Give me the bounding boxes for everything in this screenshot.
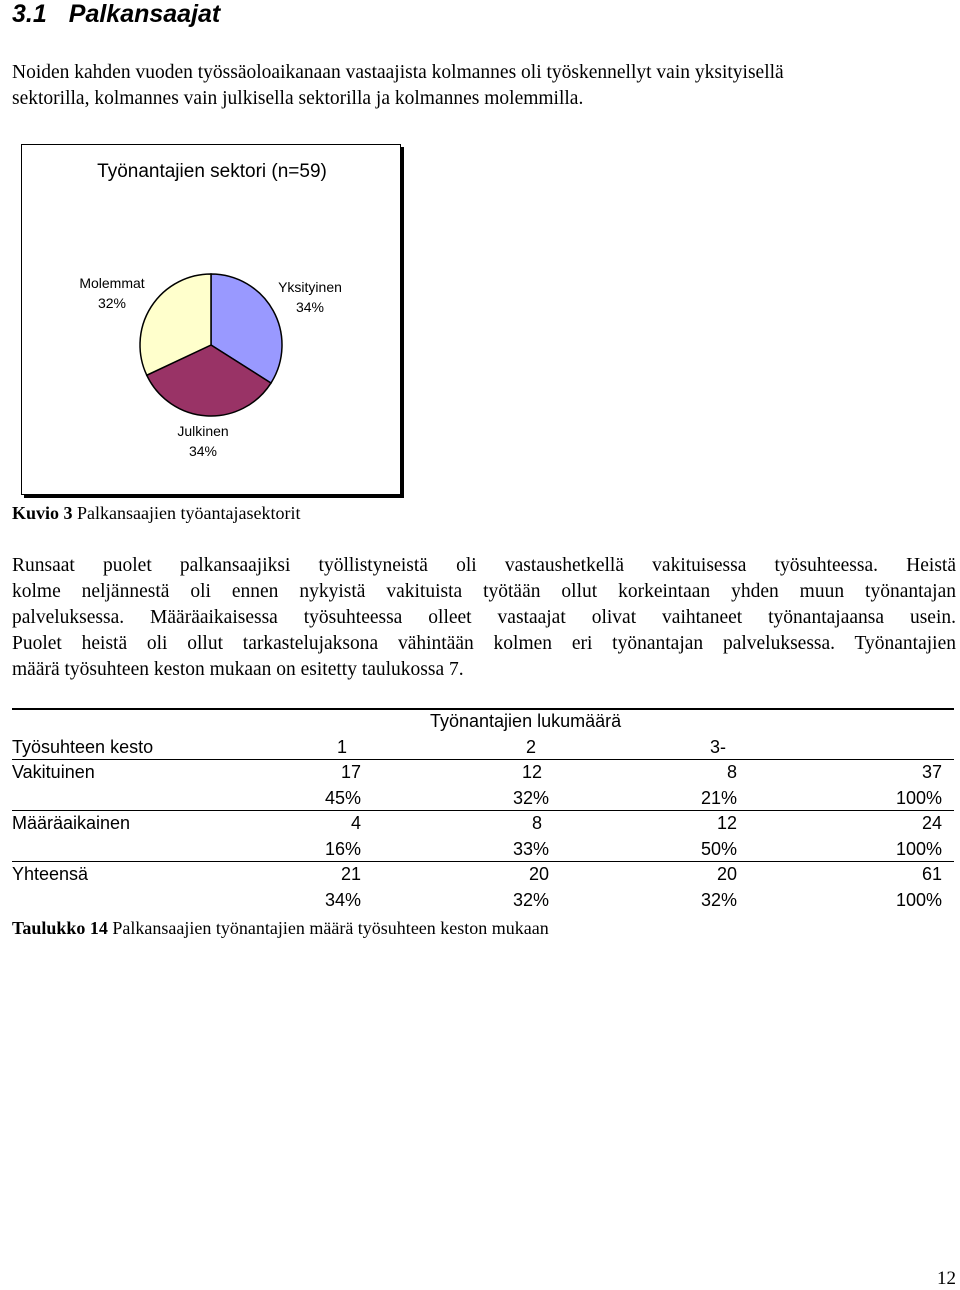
table-row (12, 887, 954, 913)
chart-title: Työnantajien sektori (n=59) (97, 161, 327, 182)
slice-value-julkinen: 34% (188, 443, 218, 459)
table-caption-text: Palkansaajien työnantajien määrä työsuhteen keston mukaan (107, 918, 549, 938)
slice-label-molemmat: Molemmat (79, 275, 145, 291)
header-cell: 3- (710, 736, 727, 757)
percent-cell: 32% (512, 889, 549, 910)
count-cell: 37 (921, 762, 942, 782)
count-cell: 12 (716, 813, 737, 833)
slice-label-julkinen: Julkinen (177, 423, 229, 439)
percent-cell: 34% (324, 889, 361, 910)
count-cell: 24 (921, 813, 942, 833)
body-line: määrä työsuhteen keston mukaan on esitetty taulukossa 7. (12, 659, 464, 680)
slice-label-yksityinen: Yksityinen (278, 279, 342, 295)
percent-cell: 100% (895, 889, 942, 910)
table-row (12, 836, 954, 862)
table-row (12, 785, 954, 811)
count-cell: 21 (340, 864, 361, 884)
pie-chart-frame (21, 144, 401, 495)
header-cell: Työsuhteen kesto (12, 736, 154, 757)
body-line: palveluksessa. Määräaikaisessa työsuhteessa olleet vastaajat olivat vaihtaneet työnantajaansa usein. (12, 607, 956, 628)
percent-cell: 16% (324, 838, 361, 859)
table-group-header-row (12, 708, 954, 734)
body-line: Runsaat puolet palkansaajiksi työllistyneistä oli vastaushetkellä vakituisessa työsuhteessa. Heistä (12, 555, 956, 576)
count-cell: 20 (528, 864, 549, 884)
slice-value-yksityinen: 34% (295, 299, 325, 315)
section-heading (12, 0, 220, 29)
count-cell: 17 (340, 762, 361, 782)
count-cell: 8 (531, 813, 542, 833)
percent-cell: 33% (512, 838, 549, 859)
body-line: kolme neljännestä oli ennen nykyistä vakituista työtään ollut korkeintaan yhden muun työnantajan (12, 581, 956, 602)
table-row (12, 861, 954, 887)
percent-cell: 50% (700, 838, 737, 859)
body-line: Puolet heistä oli ollut tarkastelujaksona vähintään kolmen eri työnantajan palveluksessa. Työnantajien (12, 633, 956, 654)
header-cell: 1 (337, 736, 348, 757)
percent-cell: 100% (895, 838, 942, 859)
percent-cell: 45% (324, 787, 361, 808)
body-paragraph (12, 553, 956, 683)
page-number: 12 (937, 1268, 956, 1289)
pie-slices (140, 274, 282, 416)
intro-line: sektorilla, kolmannes vain julkisella sektorilla ja kolmannes molemmilla. (12, 88, 584, 109)
row-label: Vakituinen (12, 762, 95, 782)
count-cell: 12 (521, 762, 542, 782)
count-cell: 61 (921, 864, 942, 884)
figure-caption (12, 503, 300, 524)
figure-caption-text: Palkansaajien työantajasektorit (72, 503, 301, 523)
intro-line: Noiden kahden vuoden työssäoloaikanaan vastaajista kolmannes oli työskennellyt vain yksityisellä (12, 62, 784, 83)
table-header-row (12, 734, 954, 760)
table-row (12, 759, 954, 785)
intro-paragraph (12, 60, 956, 112)
row-label: Yhteensä (12, 864, 89, 884)
employer-count-table (12, 708, 954, 912)
table-caption-label: Taulukko 14 (12, 918, 108, 938)
section-title: Palkansaajat (68, 0, 221, 28)
section-number: 3.1 (12, 0, 47, 28)
table-caption (12, 918, 549, 939)
count-cell: 8 (726, 762, 737, 782)
group-header: Työnantajien lukumäärä (430, 711, 622, 731)
count-cell: 20 (716, 864, 737, 884)
pie-chart (22, 145, 400, 494)
table-row (12, 810, 954, 836)
percent-cell: 21% (700, 787, 737, 808)
percent-cell: 32% (512, 787, 549, 808)
percent-cell: 32% (700, 889, 737, 910)
header-cell: 2 (526, 736, 537, 757)
figure-caption-label: Kuvio 3 (12, 503, 73, 523)
row-label: Määräaikainen (12, 813, 131, 833)
count-cell: 4 (350, 813, 361, 833)
percent-cell: 100% (895, 787, 942, 808)
slice-value-molemmat: 32% (97, 295, 127, 311)
